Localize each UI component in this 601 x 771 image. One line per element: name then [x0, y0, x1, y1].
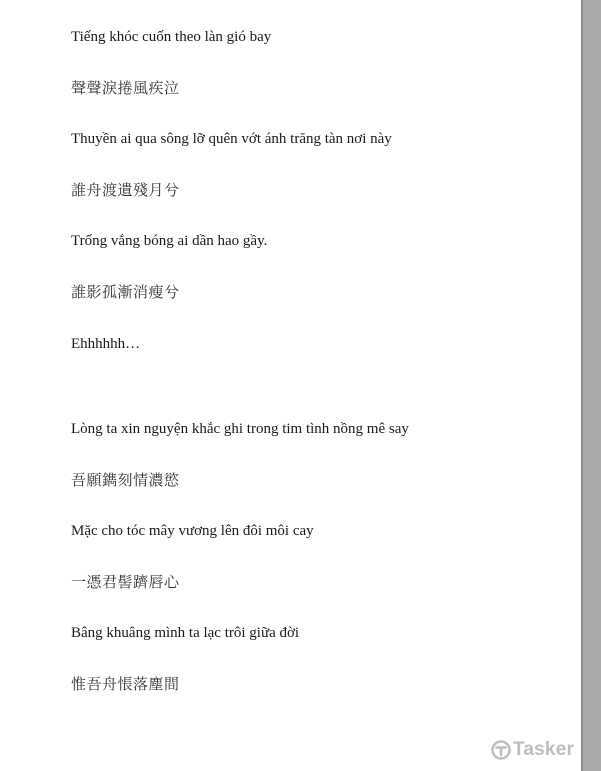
lyric-line: Lòng ta xin nguyện khắc ghi trong tim tình nồng mê say — [71, 421, 409, 437]
watermark — [491, 738, 574, 762]
lyric-line-han: 誰影孤漸消瘦兮 — [71, 283, 180, 301]
lyric-line: Ehhhhhh… — [71, 336, 141, 352]
lyric-line-han: 聲聲淚捲風疾泣 — [71, 79, 180, 97]
lyric-line: Tiếng khóc cuốn theo làn gió bay — [71, 29, 272, 45]
lyric-line: Mặc cho tóc mây vương lên đôi môi cay — [71, 523, 314, 539]
lyric-line: Bâng khuâng mình ta lạc trôi giữa đời — [71, 625, 300, 641]
lyric-line-han: 一憑君髻躋唇心 — [71, 573, 180, 591]
lyric-line: Trống vắng bóng ai dần hao gầy. — [71, 233, 268, 249]
lyric-line-han: 吾願鐫刻情濃慾 — [71, 471, 180, 489]
window-right-gutter — [583, 0, 601, 771]
tasker-logo-icon — [491, 740, 511, 760]
lyric-line: Thuyền ai qua sông lỡ quên vớt ánh trăng tàn nơi này — [71, 131, 392, 147]
lyric-line-han: 誰舟渡遺殘月兮 — [71, 181, 180, 199]
watermark-text: Tasker — [513, 739, 575, 760]
lyric-line-han: 惟吾舟悵落塵間 — [71, 675, 180, 693]
